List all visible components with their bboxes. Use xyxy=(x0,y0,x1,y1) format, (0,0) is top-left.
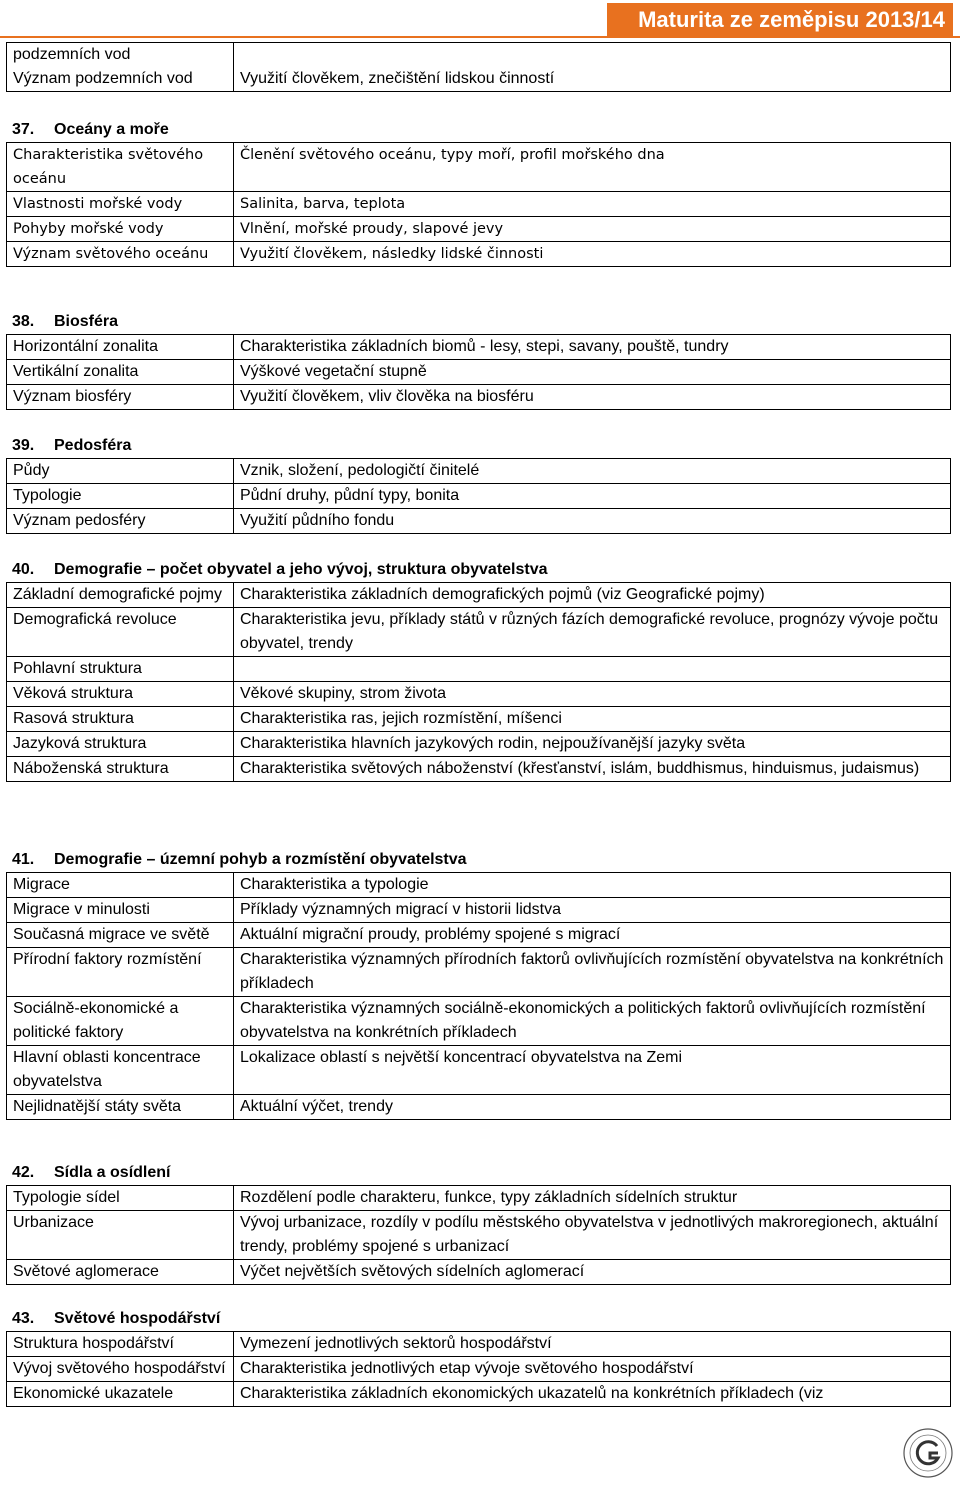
table-cell-topic: Typologie xyxy=(7,484,234,509)
table-row xyxy=(7,923,951,948)
table-row xyxy=(7,1046,951,1095)
table-cell-topic: Hlavní oblasti koncentrace obyvatelstva xyxy=(7,1046,234,1095)
section-heading xyxy=(6,557,951,582)
section-title: Světové hospodářství xyxy=(54,1310,221,1327)
table-cell-description: Aktuální výčet, trendy xyxy=(234,1095,951,1120)
section-38 xyxy=(6,309,951,410)
section-37 xyxy=(6,117,951,267)
section-43 xyxy=(6,1306,951,1407)
table-cell-topic: Půdy xyxy=(7,459,234,484)
table-cell-description: Charakteristika hlavních jazykových rodin, nejpoužívanější jazyky světa xyxy=(234,732,951,757)
section-number: 39. xyxy=(12,437,35,454)
table-cell-topic: Pohyby mořské vody xyxy=(7,217,234,242)
continuation-block xyxy=(6,42,951,92)
table-cell-description: Věkové skupiny, strom života xyxy=(234,682,951,707)
table-cell-topic: Ekonomické ukazatele xyxy=(7,1382,234,1407)
table-cell-topic: Nejlidnatější státy světa xyxy=(7,1095,234,1120)
table-cell-topic: Horizontální zonalita xyxy=(7,335,234,360)
section-heading xyxy=(6,1306,951,1331)
table-cell-description: Rozdělení podle charakteru, funkce, typy základních sídelních struktur xyxy=(234,1186,951,1211)
table-cell-description: Příklady významných migrací v historii lidstva xyxy=(234,898,951,923)
section-number: 41. xyxy=(12,851,35,868)
table-cell-description: Charakteristika základních ekonomických ukazatelů na konkrétních příkladech (viz xyxy=(234,1382,951,1407)
table-cell-description: Vlnění, mořské proudy, slapové jevy xyxy=(234,217,951,242)
table-row xyxy=(7,242,951,267)
table-row xyxy=(7,1186,951,1211)
table-row xyxy=(7,1260,951,1285)
table-cell-topic: Demografická revoluce xyxy=(7,608,234,657)
section-heading xyxy=(6,1160,951,1185)
section-39 xyxy=(6,433,951,534)
table-cell-topic: Sociálně-ekonomické a politické faktory xyxy=(7,997,234,1046)
table-row xyxy=(7,1211,951,1260)
table-cell-topic: Vertikální zonalita xyxy=(7,360,234,385)
table-row xyxy=(7,1382,951,1407)
table-row xyxy=(7,143,951,192)
table-cell-topic: Náboženská struktura xyxy=(7,757,234,782)
section-heading xyxy=(6,433,951,458)
table-cell-description: Využití člověkem, následky lidské činnosti xyxy=(234,242,951,267)
table-cell-topic: Vývoj světového hospodářství xyxy=(7,1357,234,1382)
table-cell-description: Půdní druhy, půdní typy, bonita xyxy=(234,484,951,509)
table-row xyxy=(7,757,951,782)
table-cell-description: Využití půdního fondu xyxy=(234,509,951,534)
table-row xyxy=(7,459,951,484)
table-cell-description: Charakteristika jevu, příklady států v různých fázích demografické revoluce, prognózy vývoje počtu obyvatel, trendy xyxy=(234,608,951,657)
table-cell-description: Aktuální migrační proudy, problémy spojené s migrací xyxy=(234,923,951,948)
table-cell-description: Charakteristika jednotlivých etap vývoje světového hospodářství xyxy=(234,1357,951,1382)
table-cell-description: Charakteristika významných sociálně-ekonomických a politických faktorů ovlivňujících rozmístění obyvatelstva na konkrétních příkladech xyxy=(234,997,951,1046)
section-title: Sídla a osídlení xyxy=(54,1164,171,1181)
section-number: 37. xyxy=(12,121,35,138)
table-cell-description: Charakteristika základních biomů - lesy, stepi, savany, pouště, tundry xyxy=(234,335,951,360)
table-row xyxy=(7,1095,951,1120)
table-cell-topic: Věková struktura xyxy=(7,682,234,707)
table-cell-description: Vymezení jednotlivých sektorů hospodářství xyxy=(234,1332,951,1357)
table-cell-topic: Jazyková struktura xyxy=(7,732,234,757)
table-row xyxy=(7,657,951,682)
table-cell-topic: Charakteristika světového oceánu xyxy=(7,143,234,192)
table-cell-topic: Migrace xyxy=(7,873,234,898)
section-41 xyxy=(6,847,951,1120)
table-cell-description: Využití člověkem, vliv člověka na biosféru xyxy=(234,385,951,410)
table-cell-description: Charakteristika základních demografických pojmů (viz Geografické pojmy) xyxy=(234,583,951,608)
table-row xyxy=(7,948,951,997)
section-title: Biosféra xyxy=(54,313,119,330)
table-cell-description: Charakteristika a typologie xyxy=(234,873,951,898)
page-header-title: Maturita ze zeměpisu 2013/14 xyxy=(607,3,953,36)
table-cell-topic: Urbanizace xyxy=(7,1211,234,1260)
table-row xyxy=(7,1357,951,1382)
table-cell-topic: Význam světového oceánu xyxy=(7,242,234,267)
table-row xyxy=(7,997,951,1046)
school-logo-icon xyxy=(902,1420,954,1486)
table-row xyxy=(7,732,951,757)
table-row xyxy=(7,707,951,732)
section-heading xyxy=(6,117,951,142)
table-cell-topic: Současná migrace ve světě xyxy=(7,923,234,948)
table-cell-topic: podzemních vod Význam podzemních vod xyxy=(7,43,234,92)
section-heading xyxy=(6,847,951,872)
table-row xyxy=(7,335,951,360)
table-cell-description xyxy=(234,657,951,682)
section-title: Pedosféra xyxy=(54,437,132,454)
section-heading xyxy=(6,309,951,334)
table-cell-description: Charakteristika ras, jejich rozmístění, míšenci xyxy=(234,707,951,732)
table-cell-topic: Světové aglomerace xyxy=(7,1260,234,1285)
section-number: 43. xyxy=(12,1310,35,1327)
section-42 xyxy=(6,1160,951,1285)
table-cell-description: Charakteristika významných přírodních faktorů ovlivňujících rozmístění obyvatelstva na konkrétních příkladech xyxy=(234,948,951,997)
table-row xyxy=(7,192,951,217)
section-title: Demografie – počet obyvatel a jeho vývoj, struktura obyvatelstva xyxy=(54,561,548,578)
table-cell-topic: Význam pedosféry xyxy=(7,509,234,534)
table-cell-description: Salinita, barva, teplota xyxy=(234,192,951,217)
table-row xyxy=(7,682,951,707)
table-row xyxy=(7,608,951,657)
table-cell-description: Vznik, složení, pedologičtí činitelé xyxy=(234,459,951,484)
table-cell-description: Členění světového oceánu, typy moří, profil mořského dna xyxy=(234,143,951,192)
table-row xyxy=(7,1332,951,1357)
table-row xyxy=(7,484,951,509)
table-cell-description: Výškové vegetační stupně xyxy=(234,360,951,385)
section-title: Oceány a moře xyxy=(54,121,169,138)
table-cell-description: Vývoj urbanizace, rozdíly v podílu městského obyvatelstva v jednotlivých makroregionech, aktuální trendy, problémy spojené s urbanizací xyxy=(234,1211,951,1260)
table-row xyxy=(7,898,951,923)
table-row xyxy=(7,360,951,385)
table-cell-topic: Vlastnosti mořské vody xyxy=(7,192,234,217)
table-cell-description: Charakteristika světových náboženství (křesťanství, islám, buddhismus, hinduismus, judaismus) xyxy=(234,757,951,782)
table-cell-topic: Struktura hospodářství xyxy=(7,1332,234,1357)
table-cell-topic: Typologie sídel xyxy=(7,1186,234,1211)
table-cell-topic: Migrace v minulosti xyxy=(7,898,234,923)
section-title: Demografie – územní pohyb a rozmístění obyvatelstva xyxy=(54,851,467,868)
table-cell-topic: Význam biosféry xyxy=(7,385,234,410)
table-row xyxy=(7,217,951,242)
section-number: 38. xyxy=(12,313,35,330)
table-row xyxy=(7,509,951,534)
table-row xyxy=(7,873,951,898)
section-40 xyxy=(6,557,951,782)
header-divider xyxy=(0,36,960,38)
table-cell-description: Využití člověkem, znečištění lidskou činností xyxy=(234,43,951,92)
table-row xyxy=(7,583,951,608)
table-cell-topic: Rasová struktura xyxy=(7,707,234,732)
table-row xyxy=(7,385,951,410)
table-cell-description: Výčet největších světových sídelních aglomerací xyxy=(234,1260,951,1285)
table-cell-topic: Základní demografické pojmy xyxy=(7,583,234,608)
table-cell-topic: Přírodní faktory rozmístění xyxy=(7,948,234,997)
table-cell-topic: Pohlavní struktura xyxy=(7,657,234,682)
section-number: 42. xyxy=(12,1164,35,1181)
table-cell-description: Lokalizace oblastí s největší koncentrací obyvatelstva na Zemi xyxy=(234,1046,951,1095)
section-number: 40. xyxy=(12,561,35,578)
